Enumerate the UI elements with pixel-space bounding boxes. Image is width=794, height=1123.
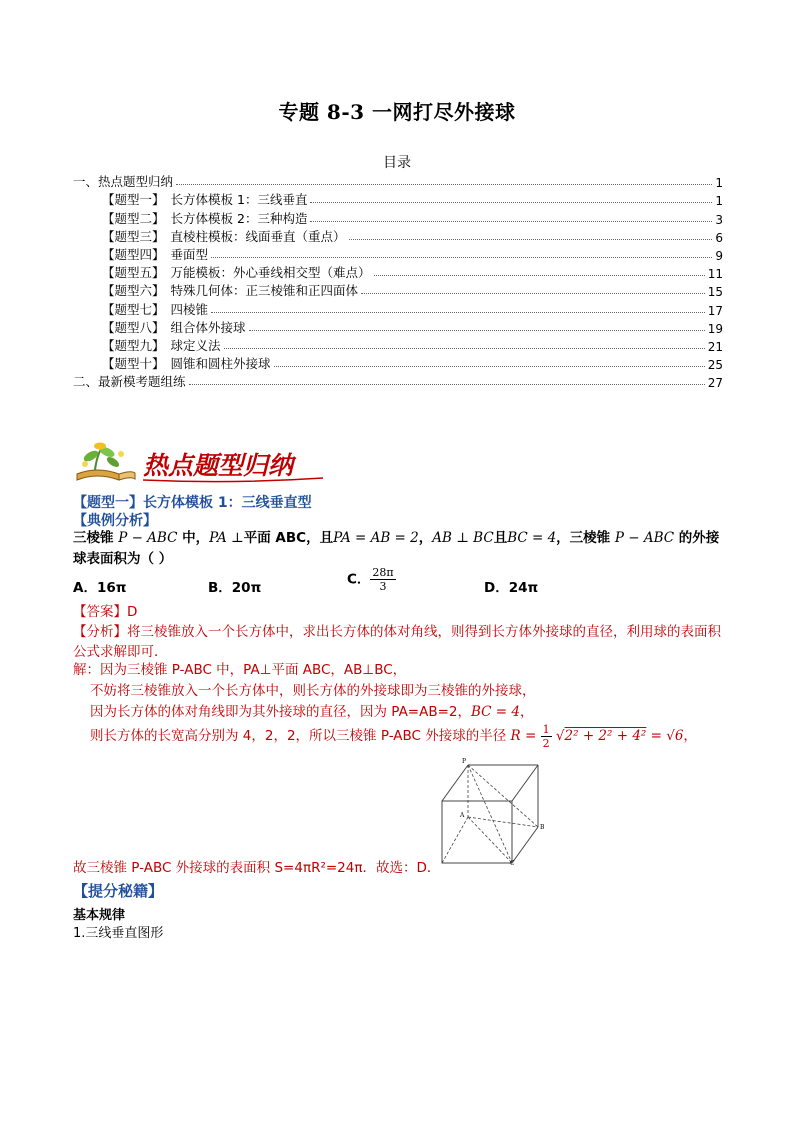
toc-entry-page: 1 [715, 194, 723, 209]
toc-leader-dots [211, 257, 712, 258]
toc-entry[interactable] [73, 172, 723, 190]
toc-entry-label: 直棱柱模板：线面垂直（重点） [170, 228, 346, 244]
page-title: 专题 8-3 一网打尽外接球 [278, 100, 516, 124]
question-text: 三棱锥 P − ABC 中，PA ⊥平面 ABC，且PA = AB = 2，AB ⊥ BC且BC = 4，三棱锥 P − ABC 的外接球表面积为（ ） [73, 530, 720, 567]
label-b: B [540, 824, 545, 831]
label-a: A [460, 812, 465, 819]
option-b: B．20π [208, 580, 262, 596]
answer-line: 【答案】D [73, 604, 138, 620]
example-heading: 【典例分析】 [73, 513, 157, 529]
toc-entry[interactable] [73, 299, 723, 317]
toc-entry-tag: 【题型五】 [102, 265, 165, 281]
toc-leader-dots [211, 312, 705, 313]
toc-leader-dots [349, 239, 713, 240]
toc-leader-dots [189, 384, 705, 385]
toc-entry-tag: 【题型七】 [102, 301, 165, 317]
rule-heading: 基本规律 [73, 908, 126, 923]
option-d: D．24π [484, 580, 539, 596]
option-a: A．16π [73, 580, 127, 596]
toc-entry[interactable] [73, 190, 723, 208]
solution-line-5: 故三棱锥 P-ABC 外接球的表面积 S=4πR²=24π．故选：D． [73, 860, 441, 876]
toc-entry-label: 二、最新模考题组练 [73, 374, 186, 390]
toc-entry[interactable] [73, 372, 723, 390]
type-heading [73, 492, 312, 512]
tips-heading: 【提分秘籍】 [73, 882, 164, 900]
banner-text: 热点题型归纳 [143, 451, 294, 480]
toc-entry-tag: 【题型二】 [102, 210, 165, 226]
toc-entry-page: 25 [707, 358, 723, 373]
toc-entry[interactable] [73, 354, 723, 372]
toc-leader-dots [361, 293, 705, 294]
type-title: 长方体模板 1：三线垂直型 [143, 495, 312, 511]
toc-entry[interactable] [73, 281, 723, 299]
toc-entry[interactable] [73, 208, 723, 226]
toc-entry[interactable] [73, 263, 723, 281]
toc-entry-tag: 【题型一】 [102, 192, 165, 208]
toc-entry-page: 15 [707, 285, 723, 300]
toc-entry-page: 19 [707, 321, 723, 336]
toc-entry-tag: 【题型九】 [102, 337, 165, 353]
label-c: C [510, 860, 515, 865]
toc-heading: 目录 [383, 155, 411, 171]
cuboid-figure [432, 757, 547, 865]
toc-entry-page: 11 [707, 267, 723, 282]
toc-entry-label: 长方体模板 2：三种构造 [170, 210, 308, 226]
toc-entry-page: 6 [715, 230, 723, 245]
toc-leader-dots [249, 330, 705, 331]
toc-entry-page: 1 [715, 176, 723, 191]
toc-leader-dots [310, 221, 712, 222]
toc-entry-label: 长方体模板 1：三线垂直 [170, 192, 308, 208]
toc-entry-label: 一、热点题型归纳 [73, 174, 174, 190]
section-banner [73, 440, 333, 486]
toc-leader-dots [374, 275, 705, 276]
toc-entry[interactable] [73, 245, 723, 263]
toc-leader-dots [176, 184, 712, 185]
book-plant-icon [77, 443, 135, 481]
toc-entry[interactable] [73, 336, 723, 354]
toc-entry[interactable] [73, 318, 723, 336]
toc-entry[interactable] [73, 227, 723, 245]
toc-entry-page: 21 [707, 339, 723, 354]
toc-entry-tag: 【题型四】 [102, 246, 165, 262]
toc-entry-tag: 【题型八】 [102, 319, 165, 335]
toc-entry-tag: 【题型十】 [102, 356, 165, 372]
toc-entry-page: 17 [707, 303, 723, 318]
type-tag: 【题型一】 [73, 495, 143, 511]
toc-entry-label: 四棱锥 [170, 301, 209, 317]
toc-leader-dots [224, 348, 705, 349]
label-p: P [462, 758, 467, 765]
toc-entry-label: 组合体外接球 [170, 319, 246, 335]
solution-line-2: 不妨将三棱锥放入一个长方体中，则长方体的外接球即为三棱锥的外接球， [90, 683, 536, 699]
table-of-contents [73, 172, 723, 390]
solution-line-3: 因为长方体的体对角线即为其外接球的直径，因为 PA=AB=2，BC = 4， [90, 704, 534, 720]
rule-item: 1.三线垂直图形 [73, 926, 164, 941]
solution-line-1: 解：因为三棱锥 P-ABC 中，PA⊥平面 ABC，AB⊥BC， [73, 662, 407, 678]
toc-entry-page: 9 [715, 248, 723, 263]
toc-entry-label: 垂面型 [170, 246, 209, 262]
analysis-text: 【分析】将三棱锥放入一个长方体中，求出长方体的体对角线，则得到长方体外接球的直径，利用球的表面积公式求解即可． [73, 624, 721, 660]
toc-entry-label: 特殊几何体：正三棱锥和正四面体 [170, 283, 359, 299]
toc-leader-dots [274, 366, 705, 367]
toc-entry-page: 27 [707, 376, 723, 391]
toc-entry-tag: 【题型六】 [102, 283, 165, 299]
toc-entry-label: 圆锥和圆柱外接球 [170, 356, 271, 372]
option-c: C． $\frac{28\pi}{3}$ [347, 566, 394, 593]
toc-entry-label: 球定义法 [170, 337, 221, 353]
toc-entry-page: 3 [715, 212, 723, 227]
solution-line-4: 则长方体的长宽高分别为 4，2，2，所以三棱锥 P-ABC 外接球的半径 R = $\frac{1}{2}$ √2² + 2² + 4² = √6， [90, 722, 697, 750]
toc-leader-dots [310, 202, 712, 203]
toc-entry-tag: 【题型三】 [102, 228, 165, 244]
toc-entry-label: 万能模板：外心垂线相交型（难点） [170, 265, 371, 281]
